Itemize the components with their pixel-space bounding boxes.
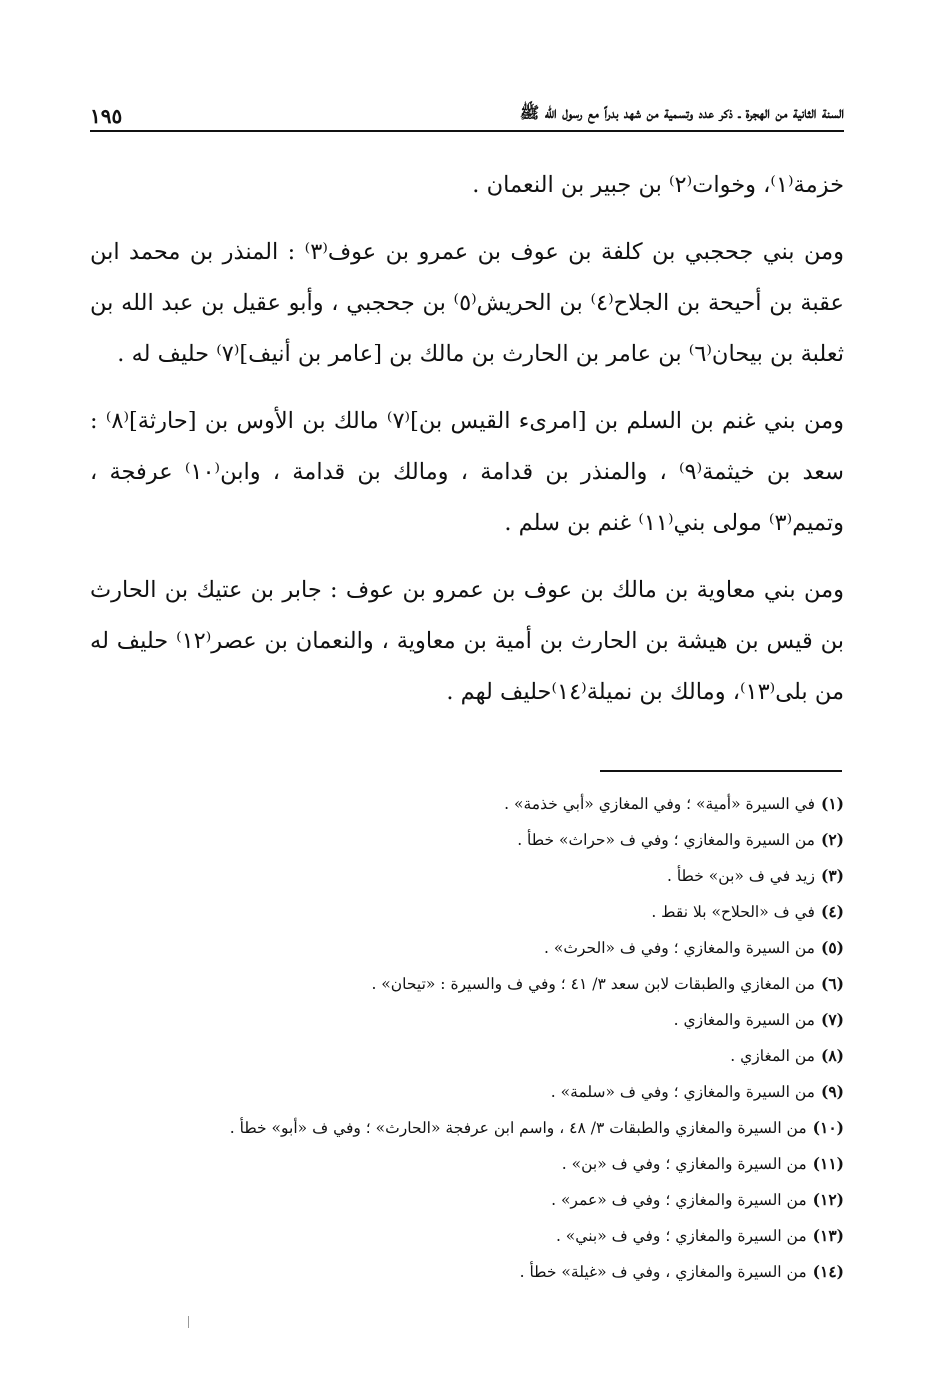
footnote-marker: (٥) xyxy=(820,938,844,957)
footnote-text: من السيرة والمغازي ؛ وفي ف «عمر» . xyxy=(551,1191,807,1209)
footnote-text: زيد في ف «بن» خطأ . xyxy=(666,867,815,885)
footnote xyxy=(90,1002,844,1038)
footnote-text: من السيرة والمغازي ، وفي ف «غيلة» خطأ . xyxy=(519,1263,807,1281)
footnote-text: من السيرة والمغازي ؛ وفي ف «الحرث» . xyxy=(544,939,815,957)
footnote-marker: (١) xyxy=(820,794,844,813)
footnote-marker: (٨) xyxy=(820,1046,844,1065)
footnote-text: من السيرة والمغازي والطبقات ٣/ ٤٨ ، واسم ابن عرفجة «الحارث» ؛ وفي ف «أبو» خطأ . xyxy=(229,1119,807,1137)
footnote-text: من المغازي . xyxy=(730,1047,815,1065)
footnote-marker: (٢) xyxy=(820,830,844,849)
footnote-divider xyxy=(600,770,842,772)
page-number: ١٩٥ xyxy=(90,104,123,128)
page-header xyxy=(90,96,844,132)
footnote xyxy=(90,1182,844,1218)
footnote xyxy=(90,894,844,930)
footnote-text: في السيرة «أمية» ؛ وفي المغازي «أبي خذمة» . xyxy=(504,795,815,813)
footnote-text: من السيرة والمغازي ؛ وفي ف «حراث» خطأ . xyxy=(517,831,815,849)
footnote-marker: (٧) xyxy=(820,1010,844,1029)
footnote xyxy=(90,930,844,966)
footnote xyxy=(90,858,844,894)
footnote-marker: (٤) xyxy=(820,902,844,921)
footnote-marker: (١٠) xyxy=(812,1118,844,1137)
footnote-marker: (١١) xyxy=(812,1154,844,1173)
footnote xyxy=(90,1074,844,1110)
footnote-marker: (١٣) xyxy=(812,1226,844,1245)
paragraph: ومن بني معاوية بن مالك بن عوف بن عمرو بن عوف : جابر بن عتيك بن الحارث بن قيس بن هيشة بن الحارث بن أمية بن معاوية ، والنعمان بن عصر⁽١٢⁾ حليف له من بلى⁽١٣⁾، ومالك بن نميلة⁽١٤⁾حليف لهم . xyxy=(90,577,845,705)
footnote xyxy=(90,1038,844,1074)
paragraph: ومن بني غنم بن السلم بن [امرىء القيس بن]⁽٧⁾ مالك بن الأوس بن [حارثة]⁽٨⁾ : سعد بن خيثمة⁽٩⁾ ، والمنذر بن قدامة ، ومالك بن قدامة ، وابن⁽١٠⁾ عرفجة ، وتميم⁽٣⁾ مولى بني⁽١١⁾ غنم بن سلم . xyxy=(90,408,845,536)
footnote xyxy=(90,822,844,858)
main-text xyxy=(90,160,844,734)
footnote-text: في ف «الحلاح» بلا نقط . xyxy=(651,903,815,921)
footnote xyxy=(90,1218,844,1254)
running-head: السنة الثانية من الهجرة ـ ذكر عدد وتسمية من شهد بدراً مع رسول الله ﷺ xyxy=(519,103,844,122)
footnote-text: من المغازي والطبقات لابن سعد ٣/ ٤١ ؛ وفي ف والسيرة : «تيحان» . xyxy=(371,975,815,993)
footnote xyxy=(90,966,844,1002)
scan-mark xyxy=(188,1316,189,1328)
footnote xyxy=(90,786,844,822)
paragraph: ومن بني جحجبي بن كلفة بن عوف بن عمرو بن عوف⁽٣⁾ : المنذر بن محمد ابن عقبة بن أحيحة بن الجلاح⁽٤⁾ بن الحريش⁽٥⁾ بن جحجبي ، وأبو عقيل بن عبد الله بن ثعلبة بن بيحان⁽٦⁾ بن عامر بن الحارث بن مالك بن [عامر بن أنيف]⁽٧⁾ حليف له . xyxy=(90,239,845,367)
footnote-text: من السيرة والمغازي ؛ وفي ف «بني» . xyxy=(555,1227,807,1245)
footnote-text: من السيرة والمغازي ؛ وفي ف «سلمة» . xyxy=(550,1083,815,1101)
footnote-text: من السيرة والمغازي ؛ وفي ف «بن» . xyxy=(561,1155,807,1173)
footnote-marker: (١٢) xyxy=(812,1190,844,1209)
footnote-marker: (١٤) xyxy=(812,1262,844,1281)
footnote-marker: (٣) xyxy=(820,866,844,885)
footnote-marker: (٩) xyxy=(820,1082,844,1101)
footnote xyxy=(90,1146,844,1182)
footnote-marker: (٦) xyxy=(820,974,844,993)
footnote xyxy=(90,1254,844,1290)
footnotes xyxy=(90,786,844,1290)
paragraph: خزمة⁽١⁾، وخوات⁽٢⁾ بن جبير بن النعمان . xyxy=(472,172,844,198)
footnote xyxy=(90,1110,844,1146)
footnote-text: من السيرة والمغازي . xyxy=(673,1011,815,1029)
